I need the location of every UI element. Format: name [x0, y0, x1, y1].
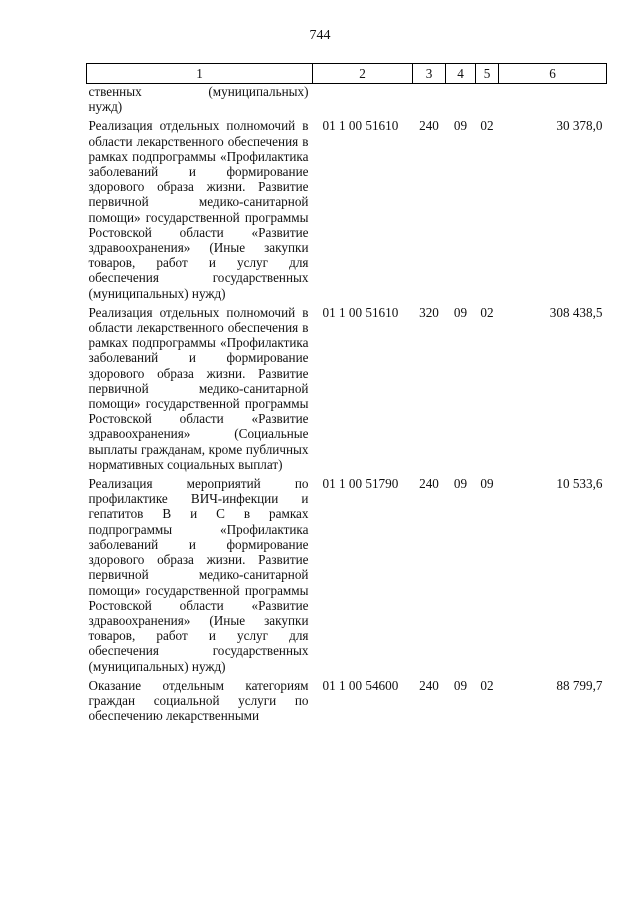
row-rz: 09: [453, 304, 468, 320]
table-row: [87, 305, 607, 472]
continuation-line-1: ственных (муниципальных): [88, 84, 309, 99]
row-code: 01 1 00 51790: [322, 476, 399, 492]
row-vr: 240: [419, 118, 439, 134]
continuation-text: [87, 84, 313, 115]
table-header-row: [87, 64, 607, 84]
header-col-6: 6: [499, 64, 607, 84]
row-pr: 02: [480, 677, 494, 693]
row-code: 01 1 00 54600: [322, 677, 399, 693]
table-row: [87, 476, 607, 674]
row-vr: 320: [419, 304, 439, 320]
header-col-3: 3: [413, 64, 446, 84]
header-col-2: 2: [313, 64, 413, 84]
header-col-5: 5: [476, 64, 499, 84]
row-name: Оказание отдельным категориям граждан социальной услуги по обеспечению лекарственными: [88, 677, 309, 724]
row-rz: 09: [453, 677, 468, 693]
row-code: 01 1 00 51610: [322, 118, 399, 134]
budget-table: [86, 63, 607, 723]
row-name: Реализация отдельных полномочий в области лекарственного обеспечения в рамках подпрограммы «Профилактика заболеваний и формирование здорового образа жизни. Развитие первичной медико-санитарной помощи» государственной программы Ростовской области «Развитие здравоохранения» (Иные закупки товаров, работ и услуг для обеспечения государственных (муниципальных) нужд): [88, 118, 309, 301]
row-vr: 240: [419, 476, 439, 492]
row-amount: 30 378,0: [556, 118, 603, 134]
row-amount: 308 438,5: [549, 304, 603, 320]
row-amount: 88 799,7: [556, 677, 603, 693]
row-rz: 09: [453, 118, 468, 134]
table-row: [87, 678, 607, 724]
row-name: Реализация мероприятий по профилактике ВИЧ-инфекции и гепатитов В и С в рамках подпрограммы «Профилактика заболеваний и формирование здорового образа жизни. Развитие первичной медико-санитарной помощи» государственной программы Ростовской области «Развитие здравоохранения» (Иные закупки товаров, работ и услуг для обеспечения государственных (муниципальных) нужд): [88, 476, 309, 674]
header-col-1: 1: [87, 64, 313, 84]
header-col-4: 4: [446, 64, 476, 84]
row-pr: 02: [480, 118, 494, 134]
row-pr: 02: [480, 304, 494, 320]
row-code: 01 1 00 51610: [322, 304, 399, 320]
row-amount: 10 533,6: [556, 476, 603, 492]
row-rz: 09: [453, 476, 468, 492]
continuation-row: [87, 84, 607, 115]
table-row: [87, 118, 607, 300]
continuation-line-2: нужд): [88, 99, 123, 115]
row-pr: 09: [480, 476, 494, 492]
row-name: Реализация отдельных полномочий в области лекарственного обеспечения в рамках подпрограммы «Профилактика заболеваний и формирование здорового образа жизни. Развитие первичной медико-санитарной помощи» государственной программы Ростовской области «Развитие здравоохранения» (Социальные выплаты гражданам, кроме публичных нормативных социальных выплат): [88, 304, 309, 472]
row-vr: 240: [419, 677, 439, 693]
page-number: 744: [309, 28, 331, 43]
